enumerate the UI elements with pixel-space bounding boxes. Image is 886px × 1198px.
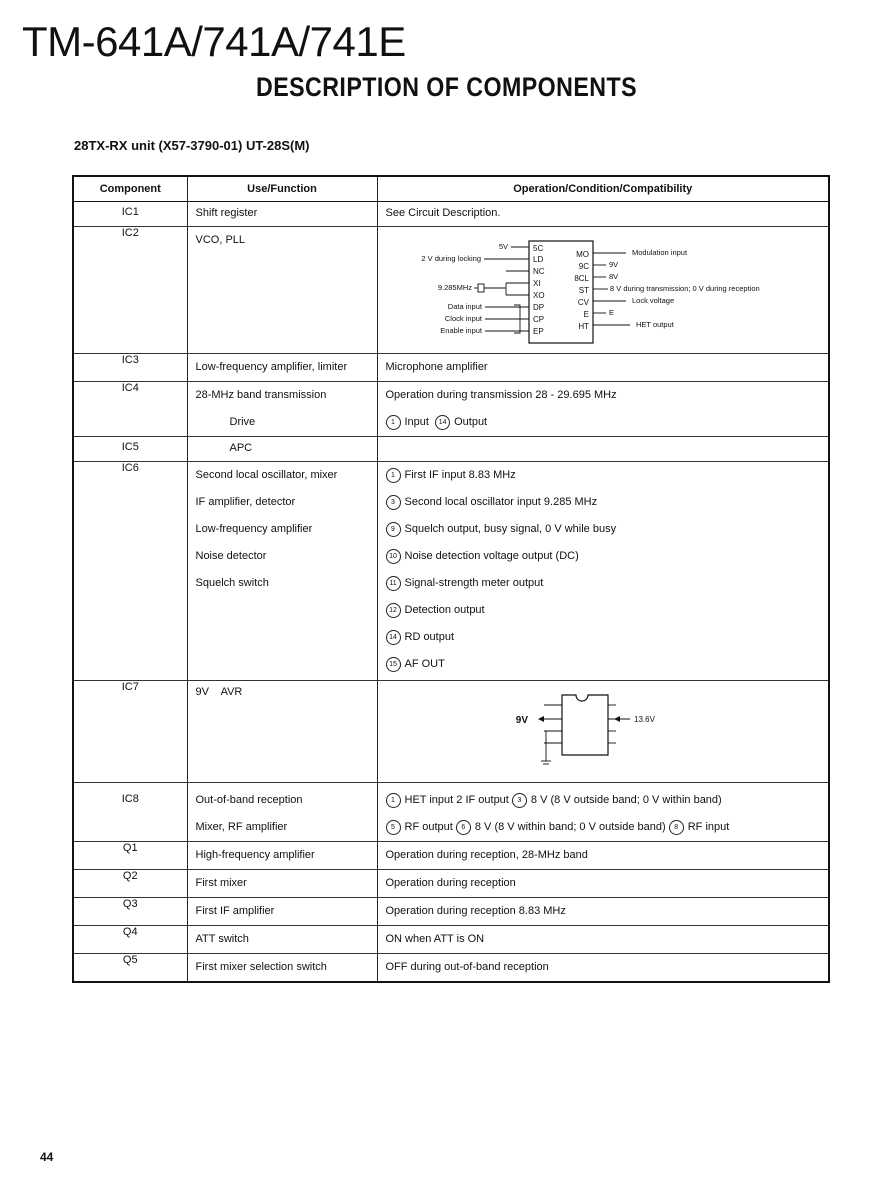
use-cell — [187, 354, 377, 382]
ic2-pin-st: ST — [578, 286, 589, 295]
use-cell — [187, 842, 377, 870]
op-item — [378, 570, 829, 597]
pin-number: 11 — [386, 576, 401, 591]
use-cell — [187, 437, 377, 462]
ic2-pin-dp: DP — [532, 303, 544, 312]
ic2-label-xtal: 9.285MHz — [437, 283, 472, 292]
component-cell: IC4 — [73, 382, 187, 437]
use-text: Drive — [229, 416, 256, 428]
use-text: Noise detector — [195, 550, 267, 562]
component-cell: Q1 — [73, 842, 187, 870]
pin-number: 1 — [386, 793, 401, 808]
ic2-pinout-diagram — [378, 227, 828, 352]
use-text: Second local oscillator, mixer — [195, 469, 338, 481]
op-text: Input — [404, 416, 429, 428]
table-row — [73, 954, 829, 983]
ic2-pin-ld: LD — [532, 255, 543, 264]
pin-number: 15 — [386, 657, 401, 672]
op-text: Second local oscillator input 9.285 MHz — [404, 496, 598, 508]
ic2-pin-cv: CV — [577, 298, 589, 307]
op-text: Signal-strength meter output — [404, 577, 544, 589]
components-table — [72, 175, 830, 983]
op-cell — [377, 870, 829, 898]
component-cell: IC6 — [73, 462, 187, 681]
op-cell — [377, 926, 829, 954]
table-header-row — [73, 176, 829, 202]
op-cell — [377, 202, 829, 227]
op-text: AF OUT — [404, 658, 445, 670]
component-cell: IC7 — [73, 681, 187, 783]
component-cell: Q4 — [73, 926, 187, 954]
use-cell — [187, 227, 377, 354]
op-text: Noise detection voltage output (DC) — [404, 550, 579, 562]
op-item — [378, 543, 829, 570]
op-cell — [377, 462, 829, 681]
op-text: Operation during reception, 28-MHz band — [385, 849, 588, 861]
use-text: IF amplifier, detector — [195, 496, 296, 508]
pin-number: 5 — [386, 820, 401, 835]
ic2-label-8v: 8V — [608, 272, 618, 281]
ic2-pin-ht: HT — [577, 322, 589, 331]
pin-number: 14 — [435, 415, 450, 430]
component-cell: IC2 — [73, 227, 187, 354]
op-item — [378, 516, 829, 543]
ic2-pin-e: E — [583, 310, 589, 319]
use-cell — [187, 382, 377, 437]
ic2-pin-xo: XO — [532, 291, 545, 300]
pin-number: 10 — [386, 549, 401, 564]
op-text: Output — [454, 416, 488, 428]
header-use: Use/Function — [187, 176, 377, 202]
ic2-label-lock: 2 V during locking — [420, 254, 481, 263]
op-text: RF input — [687, 821, 730, 833]
use-text: Shift register — [195, 207, 258, 219]
use-text: 28-MHz band transmission — [195, 389, 327, 401]
op-item — [378, 597, 829, 624]
header-operation: Operation/Condition/Compatibility — [377, 176, 829, 202]
op-text: Microphone amplifier — [385, 361, 488, 373]
op-text: RD output — [404, 631, 455, 643]
ic2-label-enable: Enable input — [439, 326, 482, 335]
pin-number: 12 — [386, 603, 401, 618]
use-text: Low-frequency amplifier — [195, 523, 313, 535]
component-cell: Q2 — [73, 870, 187, 898]
use-text: Squelch switch — [195, 577, 269, 589]
op-text: 8 V (8 V outside band; 0 V within band) — [530, 794, 722, 806]
ic2-label-9v: 9V — [608, 260, 618, 269]
op-text: First IF input 8.83 MHz — [404, 469, 516, 481]
component-cell: Q5 — [73, 954, 187, 983]
op-text: ON when ATT is ON — [385, 933, 485, 945]
use-cell — [187, 202, 377, 227]
pin-number: 3 — [512, 793, 527, 808]
page-title: DESCRIPTION OF COMPONENTS — [256, 72, 638, 102]
ic2-label-5v: 5V — [498, 242, 508, 251]
ic7-label-in: 13.6V — [633, 715, 655, 724]
ic2-label-data: Data input — [447, 302, 482, 311]
use-cell — [187, 681, 377, 783]
op-item — [378, 462, 829, 489]
op-cell — [377, 842, 829, 870]
use-cell — [187, 926, 377, 954]
model-title: TM-641A/741A/741E — [22, 18, 406, 65]
pin-number: 1 — [386, 415, 401, 430]
use-cell — [187, 462, 377, 681]
table-row — [73, 842, 829, 870]
op-cell — [377, 954, 829, 983]
page-number: 44 — [40, 1150, 54, 1164]
unit-heading: 28TX-RX unit (X57-3790-01) UT-28S(M) — [74, 138, 310, 153]
table-row — [73, 926, 829, 954]
table-row — [73, 898, 829, 926]
op-text: OFF during out-of-band reception — [385, 961, 549, 973]
ic2-label-e: E — [608, 308, 614, 317]
op-pins-line — [378, 409, 829, 436]
table-row — [73, 354, 829, 382]
pin-number: 1 — [386, 468, 401, 483]
use-cell — [187, 783, 377, 842]
use-text: High-frequency amplifier — [195, 849, 315, 861]
use-text: Out-of-band reception — [195, 794, 303, 806]
op-cell — [377, 227, 829, 354]
use-text: 9V AVR — [195, 686, 243, 698]
ic2-pin-mo: MO — [575, 250, 589, 259]
op-text: See Circuit Description. — [385, 207, 501, 219]
pin-number: 8 — [669, 820, 684, 835]
ic2-label-clock: Clock input — [444, 314, 482, 323]
use-text: ATT switch — [195, 933, 249, 945]
ic2-pin-8cl: 8CL — [573, 274, 589, 283]
op-text: RF output — [404, 821, 453, 833]
pin-number: 6 — [456, 820, 471, 835]
table-row — [73, 227, 829, 354]
use-text: VCO, PLL — [195, 234, 246, 246]
op-text: Operation during reception — [385, 877, 516, 889]
ic2-pin-cp: CP — [532, 315, 544, 324]
pin-number: 9 — [386, 522, 401, 537]
op-text: Operation during transmission 28 - 29.695 MHz — [385, 389, 617, 401]
ic2-label-st: 8 V during transmission; 0 V during reception — [609, 284, 760, 293]
component-cell: Q3 — [73, 898, 187, 926]
use-cell — [187, 870, 377, 898]
op-cell — [377, 354, 829, 382]
op-cell — [377, 783, 829, 842]
use-text: First IF amplifier — [195, 905, 275, 917]
ic2-label-ht: HET output — [635, 320, 674, 329]
use-text: Low-frequency amplifier, limiter — [195, 361, 348, 373]
use-cell — [187, 898, 377, 926]
component-cell: IC1 — [73, 202, 187, 227]
op-item — [378, 651, 829, 678]
op-item — [378, 787, 829, 814]
op-cell — [377, 898, 829, 926]
use-text: First mixer selection switch — [195, 961, 327, 973]
ic7-regulator-diagram — [378, 681, 828, 781]
op-cell — [377, 681, 829, 783]
table-row — [73, 382, 829, 437]
component-cell: IC5 — [73, 437, 187, 462]
op-text: Operation during reception 8.83 MHz — [385, 905, 566, 917]
table-row — [73, 202, 829, 227]
ic7-label-out: 9V — [515, 715, 528, 726]
op-text: HET input 2 IF output — [404, 794, 509, 806]
ic2-pin-xi: XI — [532, 279, 541, 288]
table-row — [73, 462, 829, 681]
table-row — [73, 870, 829, 898]
ic2-pin-nc: NC — [532, 267, 545, 276]
use-text: APC — [229, 442, 253, 454]
ic2-pin-ep: EP — [532, 327, 544, 336]
op-item — [378, 624, 829, 651]
op-item — [378, 489, 829, 516]
op-text: Detection output — [404, 604, 485, 616]
header-component: Component — [73, 176, 187, 202]
op-item — [378, 814, 829, 841]
ic2-label-cv: Lock voltage — [631, 296, 674, 305]
ic2-pin-9c: 9C — [578, 262, 589, 271]
table-row — [73, 783, 829, 842]
pin-number: 14 — [386, 630, 401, 645]
table-row — [73, 437, 829, 462]
ic2-pin-5c: 5C — [532, 244, 543, 253]
ic2-label-mod: Modulation input — [631, 248, 687, 257]
use-cell — [187, 954, 377, 983]
op-text: Squelch output, busy signal, 0 V while busy — [404, 523, 617, 535]
table-row — [73, 681, 829, 783]
op-cell — [377, 437, 829, 462]
use-text: First mixer — [195, 877, 247, 889]
component-cell: IC8 — [73, 783, 187, 842]
use-text: Mixer, RF amplifier — [195, 821, 288, 833]
op-cell — [377, 382, 829, 437]
pin-number: 3 — [386, 495, 401, 510]
component-cell: IC3 — [73, 354, 187, 382]
op-text: 8 V (8 V within band; 0 V outside band) — [474, 821, 666, 833]
